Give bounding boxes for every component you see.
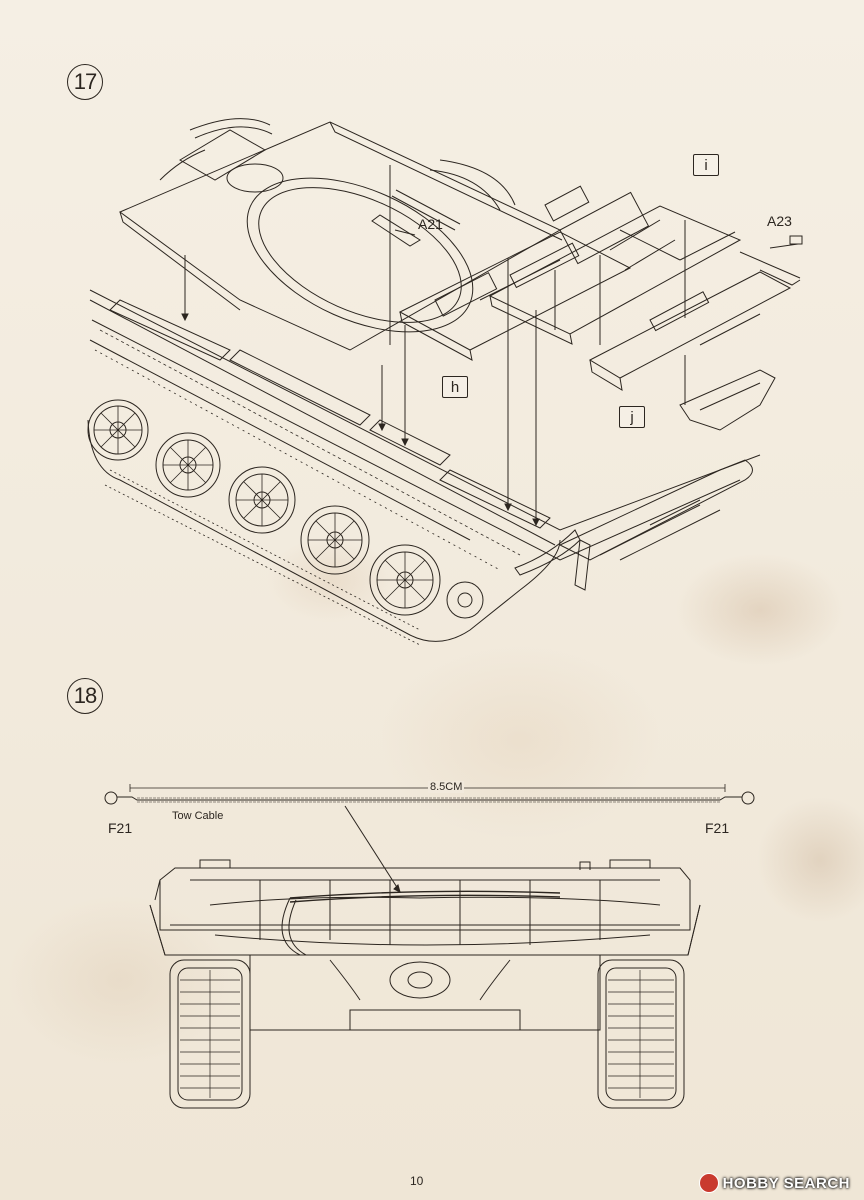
cable-length-dimension: 8.5CM [430,781,463,793]
watermark [699,1172,850,1194]
tow-cable-label: Tow Cable [172,810,224,822]
part-label-f21-right: F21 [705,820,730,836]
part-label-a23: A23 [767,213,792,229]
part-label-f21-left: F21 [108,820,133,836]
page-number: 10 [410,1174,424,1188]
step-17-number: 17 [67,64,103,100]
part-label-a21: A21 [418,216,443,232]
hobby-search-logo-icon [699,1173,719,1193]
part-box-i: i [693,154,719,176]
part-box-j: j [619,406,645,428]
watermark-text: HOBBY SEARCH [722,1174,850,1192]
part-box-h: h [442,376,468,398]
step-18-number: 18 [67,678,103,714]
